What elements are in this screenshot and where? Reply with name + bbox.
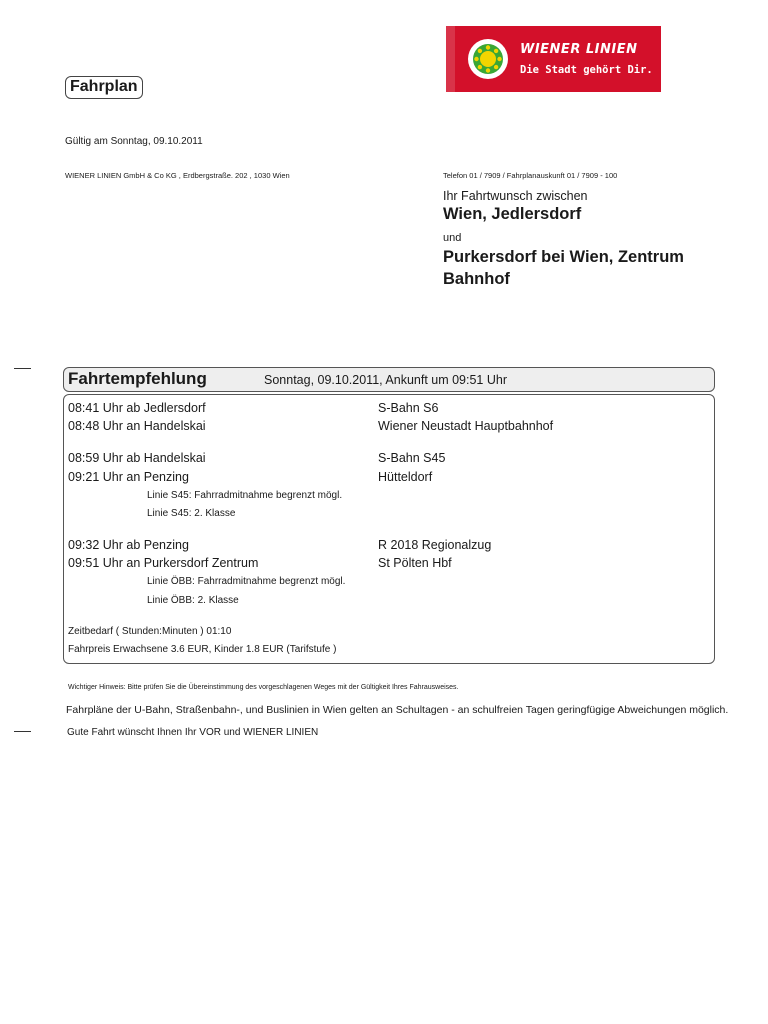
important-hint: Wichtiger Hinweis: Bitte prüfen Sie die Übereinstimmung des vorgeschlagenen Weges mit der Gültigkeit Ihres Fahrausweises.: [68, 684, 459, 691]
leg-2-departure: 08:59 Uhr ab Handelskai: [68, 451, 206, 465]
fold-mark-top: [14, 368, 31, 369]
destination-stop: Purkersdorf bei Wien, Zentrum Bahnhof: [443, 248, 684, 288]
page-title: Fahrplan: [65, 76, 143, 99]
request-und: und: [443, 232, 462, 244]
leg-3-arrival: 09:51 Uhr an Purkersdorf Zentrum: [68, 556, 259, 570]
origin-stop: Wien, Jedlersdorf: [443, 205, 582, 223]
leg-2-arrival: 09:21 Uhr an Penzing: [68, 470, 189, 484]
leg-3-note-2: Linie ÖBB: 2. Klasse: [147, 595, 239, 606]
request-intro: Ihr Fahrtwunsch zwischen: [443, 189, 588, 203]
recommendation-title: Fahrtempfehlung: [68, 369, 207, 388]
logo-brand-text: WIENER LINIEN: [520, 42, 638, 57]
fold-mark-bottom: [14, 731, 31, 732]
leg-3-line: R 2018 Regionalzug: [378, 538, 492, 552]
recommendation-body: [63, 394, 715, 664]
wheel-icon: [468, 39, 508, 79]
wiener-linien-logo: [446, 26, 661, 92]
leg-1-line: S-Bahn S6: [378, 401, 439, 415]
valid-date: Gültig am Sonntag, 09.10.2011: [65, 136, 203, 147]
goodbye-text: Gute Fahrt wünscht Ihnen Ihr VOR und WIENER LINIEN: [67, 727, 319, 738]
phone-info: Telefon 01 / 7909 / Fahrplanauskunft 01 / 7909 - 100: [443, 171, 618, 180]
logo-slogan: Die Stadt gehört Dir.: [520, 64, 653, 76]
leg-2-line: S-Bahn S45: [378, 451, 446, 465]
logo-stripe: [446, 26, 455, 92]
recommendation-header: [63, 367, 715, 392]
recommendation-date: Sonntag, 09.10.2011, Ankunft um 09:51 Uhr: [264, 373, 507, 387]
leg-1-direction: Wiener Neustadt Hauptbahnhof: [378, 419, 554, 433]
leg-3-direction: St Pölten Hbf: [378, 556, 452, 570]
leg-2-note-2: Linie S45: 2. Klasse: [147, 508, 236, 519]
leg-2-direction: Hütteldorf: [378, 470, 433, 484]
leg-1-arrival: 08:48 Uhr an Handelskai: [68, 419, 206, 433]
wheel-icon-graphic: [468, 39, 508, 79]
travel-duration: Zeitbedarf ( Stunden:Minuten ) 01:10: [68, 626, 232, 637]
leg-3-departure: 09:32 Uhr ab Penzing: [68, 538, 189, 552]
leg-2-note-1: Linie S45: Fahrradmitnahme begrenzt mögl.: [147, 490, 343, 501]
schedule-note: Fahrpläne der U-Bahn, Straßenbahn-, und Buslinien in Wien gelten an Schultagen - an schulfreien Tagen geringfügige Abweichungen möglich.: [66, 704, 729, 716]
fare-info: Fahrpreis Erwachsene 3.6 EUR, Kinder 1.8 EUR (Tarifstufe ): [68, 644, 337, 655]
company-address: WIENER LINIEN GmbH & Co KG , Erdbergstraße. 202 , 1030 Wien: [65, 171, 290, 180]
leg-1-departure: 08:41 Uhr ab Jedlersdorf: [68, 401, 206, 415]
leg-3-note-1: Linie ÖBB: Fahrradmitnahme begrenzt mögl.: [147, 576, 346, 587]
